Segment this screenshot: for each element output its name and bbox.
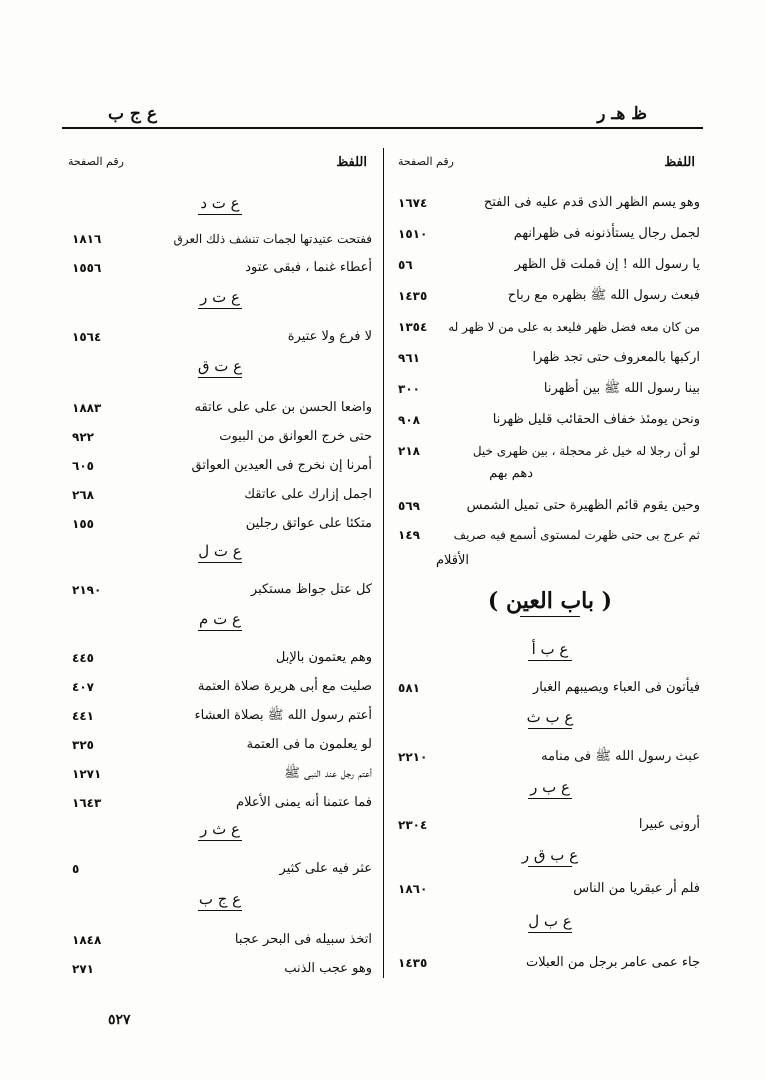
entry-phrase: لا فرع ولا عتيرة [287,329,372,344]
index-entry [398,745,700,769]
entry-phrase: وحين يقوم قائم الظهيرة حتى تميل الشمس [466,498,700,513]
entry-page-number: ٢٦٨ [72,488,94,502]
entry-page-number: ١٤٩ [398,528,420,542]
entry-page-number: ٤٤١ [72,709,94,723]
entry-page-number: ٢١٩٠ [72,583,102,597]
index-entry [398,315,700,339]
index-entry [398,813,700,837]
index-entry [72,512,372,536]
column-separator [383,148,384,978]
entry-page-number: ٢٧١ [72,962,94,976]
entry-page-number: ١٥٥٦ [72,261,102,275]
root-heading: ع ث ر [180,820,260,841]
entry-page-number: ١٢٧١ [72,767,102,781]
entry-phrase: واضعا الحسن بن على على عاتقه [194,400,372,415]
entry-phrase: عثر فيه على كثير [279,861,372,876]
entry-phrase: لجمل رجال يستأذنونه فى ظهرانهم [513,226,700,241]
page-number: ٥٢٧ [108,1012,131,1028]
index-entry [72,857,372,881]
index-entry [72,396,372,420]
entry-phrase: فلم أر عبقريا من الناس [573,881,700,896]
index-entry [72,454,372,478]
index-entry [72,928,372,952]
index-entry [398,877,700,901]
entry-page-number: ٩٠٨ [398,413,420,427]
entry-page-number: ١٨٨٣ [72,401,102,415]
index-entry [398,191,700,215]
entry-page-number: ٥ [72,862,80,876]
entry-phrase: متكئا على عواتق رجلين [245,516,372,531]
entry-phrase: كل عتل جواظ مستكبر [250,582,372,597]
entry-page-number: ١٥٦٤ [72,330,102,344]
entry-phrase: فبعث رسول الله ﷺ بظهره مع رباح [507,288,700,303]
entry-page-number: ٩٢٢ [72,430,94,444]
root-heading: ع ت ل [180,542,260,563]
index-entry [72,733,372,757]
entry-continuation: الأقلام [435,553,469,568]
entry-phrase: عبث رسول الله ﷺ فى منامه [541,749,700,764]
entry-phrase: جاء عمى عامر برجل من العبلات [525,955,700,970]
index-entry [72,227,372,251]
header-rule [62,127,703,129]
entry-continuation: دهم بهم [489,466,533,481]
index-entry [398,284,700,308]
index-entry [72,762,372,786]
entry-phrase: اجمل إزارك على عاتقك [244,487,372,502]
entry-page-number: ٥٦٩ [398,499,420,513]
index-entry [398,494,700,518]
entry-phrase: فيأتون فى العباء ويصيبهم الغبار [532,680,700,695]
entry-phrase: من كان معه فضل ظهر فليعد به على من لا ظهر له [448,320,700,334]
root-heading: ع ب ر [510,778,590,799]
entry-phrase: حتى خرج العوانق من البيوت [219,429,372,444]
entry-page-number: ٣٢٥ [72,738,94,752]
entry-page-number: ٢٢١٠ [398,750,428,764]
root-heading: ع ب ل [510,912,590,933]
entry-phrase: أعطاء غنما ، فبقى عتود [245,260,372,275]
index-entry [72,425,372,449]
index-entry [398,951,700,975]
index-entry [398,408,700,432]
right-word-header: اللفظ [664,155,695,170]
index-entry [398,439,700,463]
entry-page-number: ١٣٥٤ [398,320,428,334]
index-entry [72,578,372,602]
entry-phrase: ففتحت عتيدتها لجمات تنشف ذلك العرق [173,232,372,246]
index-entry [398,222,700,246]
entry-page-number: ٢٣٠٤ [398,818,428,832]
root-heading: ع ب ث [510,708,590,729]
entry-page-number: ٣٠٠ [398,382,420,396]
root-heading: ع ت م [180,610,260,631]
index-entry [72,957,372,981]
entry-phrase: فما عتمنا أنه يمنى الأعلام [236,795,372,810]
index-entry [72,325,372,349]
root-heading: ع ب ق ر [510,846,590,867]
page-header-left-root: ع ج ب [108,104,157,124]
entry-page-number: ١٤٣٥ [398,956,428,970]
entry-page-number: ٥٨١ [398,681,420,695]
entry-page-number: ٦٠٥ [72,459,94,473]
entry-phrase: اركبها بالمعروف حتى تجد ظهرا [532,350,700,365]
entry-page-number: ١٨٦٠ [398,882,428,896]
index-entry [398,377,700,401]
index-entry [398,676,700,700]
index-entry [72,646,372,670]
index-entry [398,346,700,370]
entry-page-number: ٤٤٥ [72,651,94,665]
entry-phrase: لو يعلمون ما فى العتمة [246,737,372,752]
entry-page-number: ١٨١٦ [72,232,102,246]
entry-page-number: ٢١٨ [398,444,420,458]
root-heading: ع ج ب [180,890,260,911]
entry-page-number: ١٤٣٥ [398,289,428,303]
root-heading: ع ب أ [510,640,590,661]
entry-phrase: وهو عجب الذنب [284,961,372,976]
entry-phrase: وهم يعتمون بالإبل [275,650,372,665]
entry-phrase: بينا رسول الله ﷺ بين أظهرنا [543,381,700,396]
entry-phrase: يا رسول الله ! إن قملت قل الظهر [514,257,700,272]
entry-page-number: ٩٦١ [398,351,420,365]
right-page-header: رقم الصفحة [398,155,454,168]
entry-phrase: صليت مع أبى هريرة صلاة العتمة [197,679,372,694]
index-entry [72,675,372,699]
root-heading: ع ت ر [180,288,260,309]
index-entry [398,523,700,547]
index-entry [72,256,372,280]
index-entry [72,791,372,815]
root-heading: ع ت د [180,194,260,215]
entry-page-number: ٥٦ [398,258,413,272]
entry-phrase: ونحن يومئذ خفاف الحقائب قليل ظهرنا [492,412,700,427]
entry-page-number: ١٥١٠ [398,227,428,241]
entry-page-number: ١٦٧٤ [398,196,428,210]
index-entry [398,253,700,277]
left-word-header: اللفظ [336,155,367,170]
entry-phrase: ثم عرج بى حتى ظهرت لمستوى أسمع فيه صريف [453,528,700,542]
index-entry [72,704,372,728]
page-header-right-root: ظ هـ ر [597,104,647,124]
entry-phrase: وهو يسم الظهر الذى قدم عليه فى الفتح [483,195,700,210]
root-heading: ع ت ق [180,357,260,378]
entry-page-number: ١٦٤٣ [72,796,102,810]
entry-page-number: ٤٠٧ [72,680,94,694]
entry-phrase: أرونى عبيرا [638,817,700,832]
entry-page-number: ١٥٥ [72,517,94,531]
entry-phrase: أمرنا إن نخرج فى العيدين العواتق [191,458,372,473]
index-entry [72,483,372,507]
entry-phrase: لو أن رجلا له خيل غر محجلة ، بين ظهرى خيل [472,444,700,458]
entry-phrase: أعتم رجل عند النبى ﷺ [284,766,372,781]
left-page-header: رقم الصفحة [68,155,124,168]
entry-phrase: اتخذ سبيله فى البحر عجبا [234,932,372,947]
chapter-title: ( باب العين ) [470,588,630,617]
entry-phrase: أعتم رسول الله ﷺ بصلاة العشاء [194,708,372,723]
entry-page-number: ١٨٤٨ [72,933,102,947]
